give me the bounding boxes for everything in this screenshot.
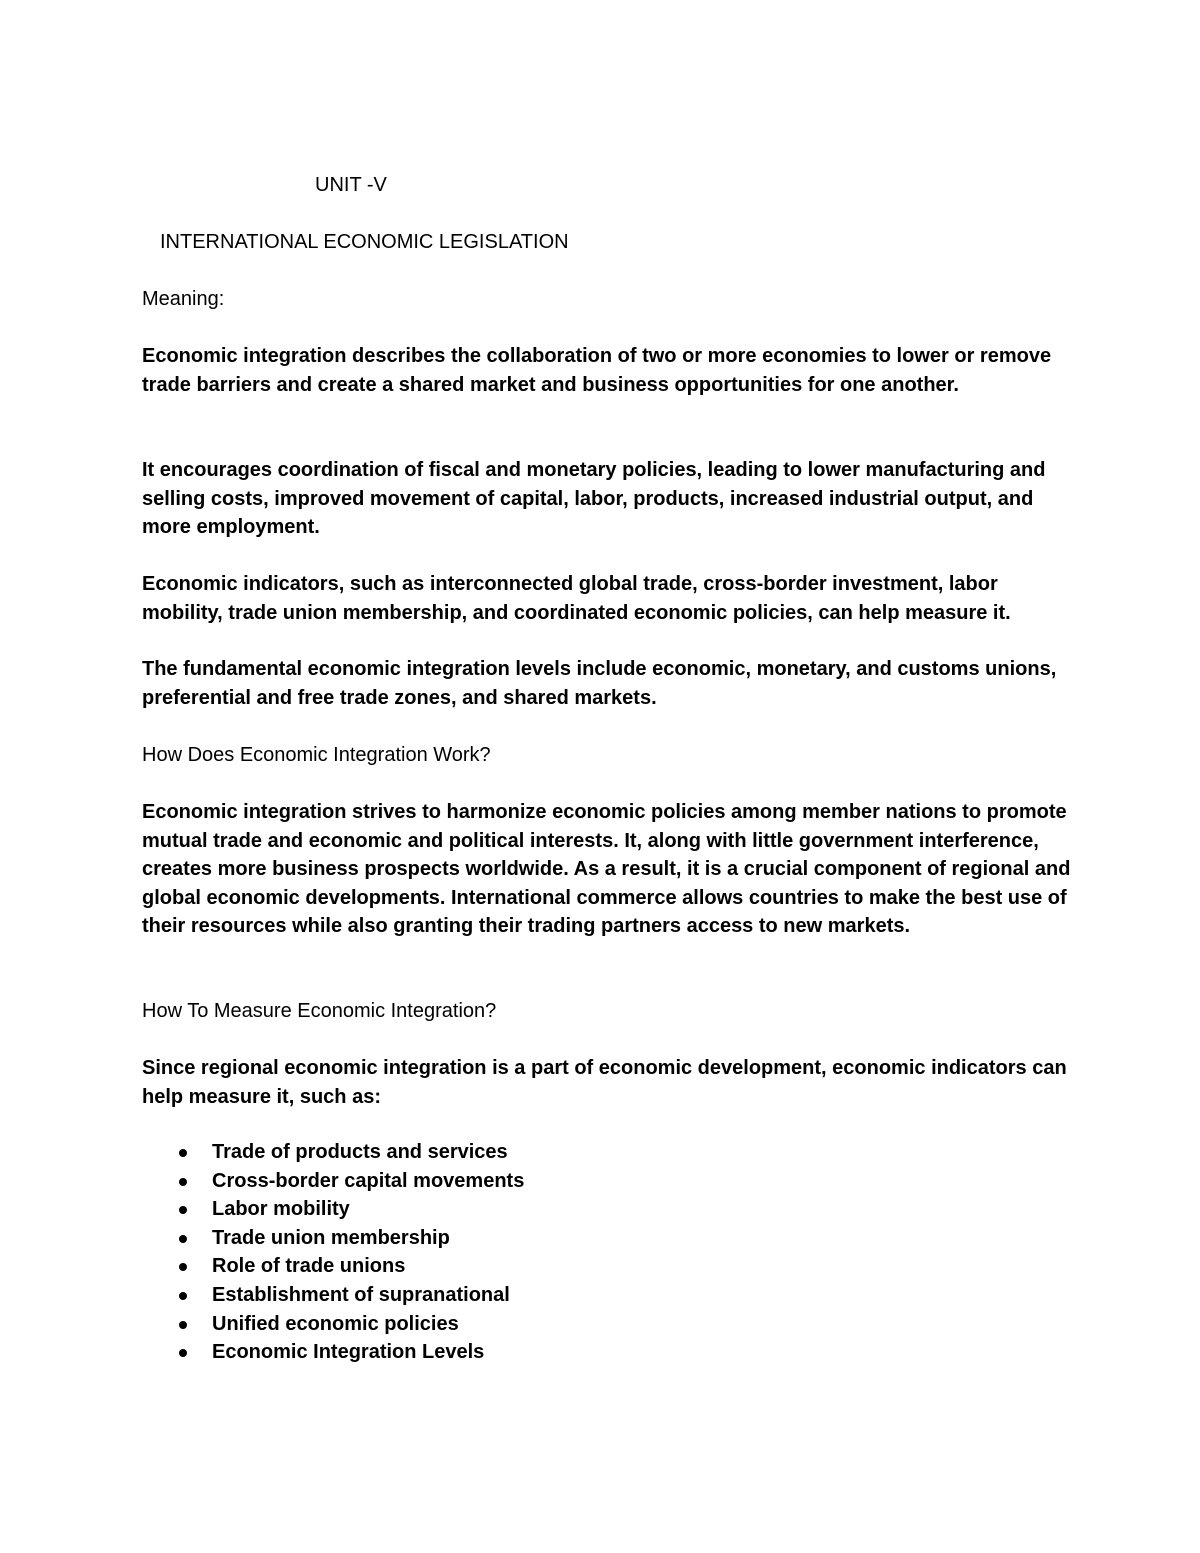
paragraph-indicators: Economic indicators, such as interconnected global trade, cross-border investment, labor mobility, trade union membership, and coordinated economic policies, can help measure it. — [142, 573, 1011, 624]
list-item: Unified economic policies — [142, 1310, 524, 1339]
paragraph-levels: The fundamental economic integration levels include economic, monetary, and customs unions, preferential and free trade zones, and shared markets. — [142, 658, 1057, 709]
heading-how-measure: How To Measure Economic Integration? — [142, 1000, 497, 1022]
paragraph-definition: Economic integration describes the collaboration of two or more economies to lower or remove trade barriers and create a shared market and business opportunities for one another. — [142, 345, 1052, 396]
bullet-icon — [179, 1149, 187, 1157]
unit-title: UNIT -V — [315, 174, 387, 196]
bullet-icon — [179, 1263, 187, 1271]
paragraph-coordination: It encourages coordination of fiscal and monetary policies, leading to lower manufacturing and selling costs, improved movement of capital, labor, products, increased industrial output, and more employment. — [142, 459, 1046, 538]
bullet-icon — [179, 1349, 187, 1357]
list-item: Economic Integration Levels — [142, 1338, 524, 1367]
paragraph-measure: Since regional economic integration is a part of economic development, economic indicators can help measure it, such as: — [142, 1057, 1067, 1108]
bullet-icon — [179, 1321, 187, 1329]
paragraph-how-work: Economic integration strives to harmonize economic policies among member nations to promote mutual trade and economic and political interests. It, along with little government interference, creates more business prospects worldwide. As a result, it is a crucial component of regional and global economic developments. International commerce allows countries to make the best use of their resources while also granting their trading partners access to new markets. — [142, 801, 1071, 937]
list-item: Trade union membership — [142, 1224, 524, 1253]
list-item: Trade of products and services — [142, 1138, 524, 1167]
document-title: INTERNATIONAL ECONOMIC LEGISLATION — [160, 231, 569, 253]
meaning-heading: Meaning: — [142, 288, 225, 310]
bullet-icon — [179, 1235, 187, 1243]
heading-how-work: How Does Economic Integration Work? — [142, 744, 491, 766]
bullet-icon — [179, 1178, 187, 1186]
bullet-icon — [179, 1206, 187, 1214]
list-item: Cross-border capital movements — [142, 1167, 524, 1196]
list-item: Role of trade unions — [142, 1252, 524, 1281]
indicator-list — [142, 1138, 524, 1367]
bullet-icon — [179, 1292, 187, 1300]
list-item: Establishment of supranational — [142, 1281, 524, 1310]
list-item: Labor mobility — [142, 1195, 524, 1224]
